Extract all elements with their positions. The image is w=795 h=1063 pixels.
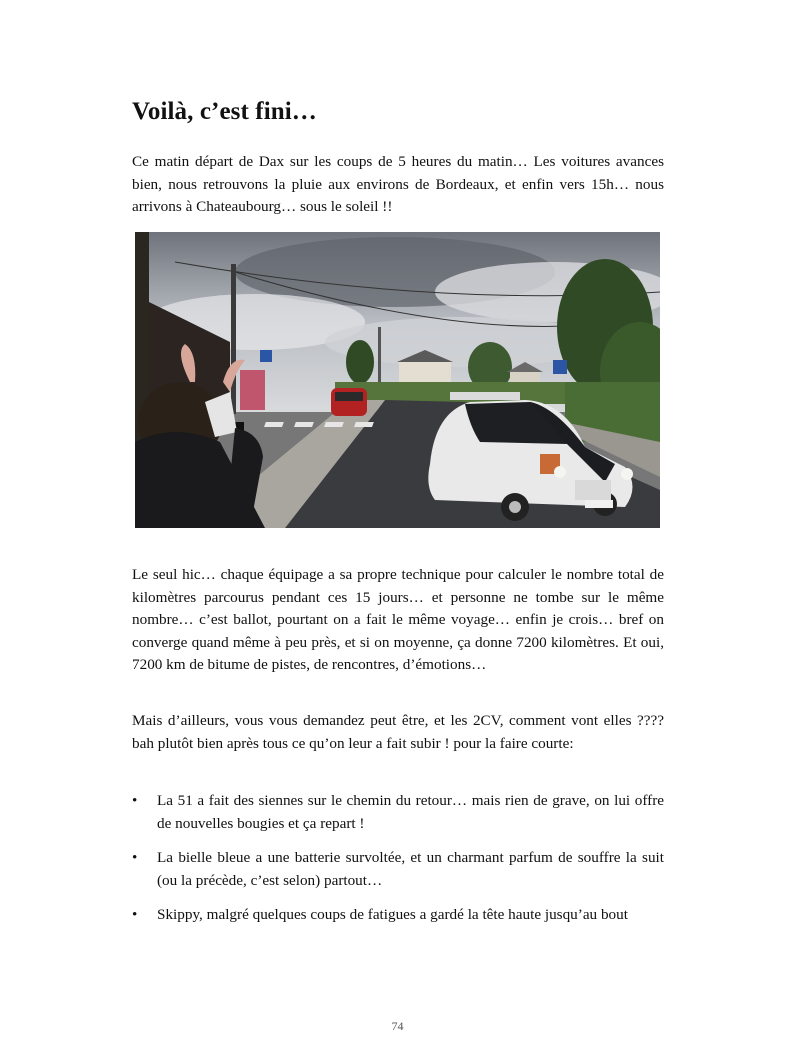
paragraph-intro: Ce matin départ de Dax sur les coups de 5 heures du matin… Les voitures avances bien, nous retrouvons la pluie aux environs de Bordeaux, et enfin vers 15h… nous arrivons à Chateaubourg… sous le soleil !! [132,153,664,216]
page-number: 74 [391,1019,404,1033]
list-item [132,847,664,892]
list-item-text: La 51 a fait des siennes sur le chemin du retour… mais rien de grave, on lui offre de nouvelles bougies et ça repart ! [157,792,664,832]
paragraph-kilometers: Le seul hic… chaque équipage a sa propre technique pour calculer le nombre total de kilomètres parcourus pendant ces 15 jours… et personne ne tombe sur le même nombre… c’est ballot, pourtant on a fait le même voyage… enfin je crois… bref on converge quand même à peu près, et si on moyenne, ça donne 7200 kilomètres. Et oui, 7200 km de bitume de pistes, de rencontres, d’émotions… [132,566,664,674]
list-item-text: Skippy, malgré quelques coups de fatigues a gardé la tête haute jusqu’au bout [157,906,628,924]
bullet-icon: • [132,849,138,867]
list-item-text: La bielle bleue a une batterie survoltée, et un charmant parfum de souffre la suit (ou la précède, c’est selon) partout… [157,849,664,889]
list-item [132,790,664,835]
page-title: Voilà, c’est fini… [132,98,317,125]
list-item [132,904,664,927]
bullet-icon: • [132,906,138,924]
photo-2cv-arrival [135,232,660,528]
bullet-list [132,790,664,939]
bullet-icon: • [132,792,138,809]
paragraph-2cv-status: Mais d’ailleurs, vous vous demandez peut être, et les 2CV, comment vont elles ???? bah plutôt bien après tous ce qu’on leur a fait subir ! pour la faire courte: [132,712,664,752]
